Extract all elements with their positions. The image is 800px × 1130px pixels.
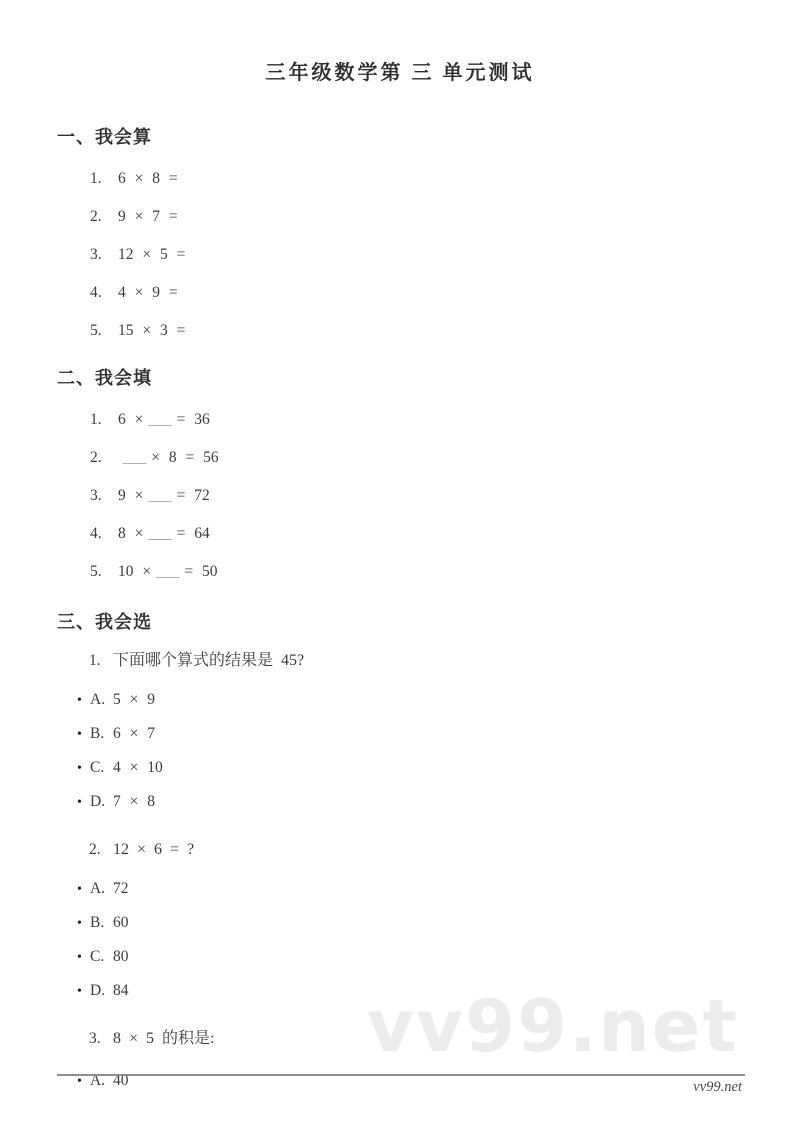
item-number: 3. (90, 246, 102, 263)
option-letter: C. (90, 948, 105, 965)
option-letter: A. (90, 691, 106, 708)
fill-blank: ___ (148, 525, 172, 542)
question-number: 3. (89, 1030, 101, 1047)
calc-expression: 12 × 5 = (118, 246, 186, 263)
fill-item (90, 412, 800, 428)
choice-option (77, 794, 800, 811)
option-text: 4 × 10 (113, 759, 163, 776)
option-text: 60 (113, 914, 129, 931)
calc-expression: 9 × 7 = (118, 208, 178, 225)
fill-item (90, 526, 800, 542)
fill-pre: 6 × (118, 411, 144, 428)
choice-question (89, 1030, 800, 1047)
option-text: 40 (113, 1072, 129, 1089)
choice-option (77, 983, 800, 1000)
fill-blank: ___ (123, 449, 147, 466)
page-title: 三年级数学第 三 单元测试 (265, 62, 535, 84)
option-text: 6 × 7 (113, 725, 155, 742)
choice-option (77, 760, 800, 777)
fill-expression (118, 563, 218, 580)
fill-pre: 10 × (118, 563, 152, 580)
fill-post: = 50 (184, 563, 218, 580)
option-text: 84 (113, 982, 129, 999)
question-text: 8 × 5 的积是: (113, 1030, 215, 1047)
option-letter: A. (90, 1072, 106, 1089)
fill-expression (118, 411, 210, 428)
question-text: 12 × 6 = ? (113, 841, 195, 858)
option-letter: A. (90, 880, 106, 897)
fill-item (90, 564, 800, 580)
fill-post: = 72 (176, 487, 210, 504)
fill-expression (118, 525, 210, 542)
fill-post: × 8 = 56 (151, 449, 219, 466)
item-number: 1. (90, 170, 102, 187)
fill-post: = 64 (176, 525, 210, 542)
item-number: 4. (90, 284, 102, 301)
question-number: 2. (89, 841, 101, 858)
item-number: 5. (90, 563, 102, 580)
choice-option (77, 915, 800, 932)
bullet-icon: • (77, 950, 82, 965)
option-letter: C. (90, 759, 105, 776)
calc-item (90, 171, 800, 187)
watermark: vv99.net (367, 984, 739, 1068)
option-letter: D. (90, 982, 106, 999)
calc-item (90, 209, 800, 225)
choice-option (77, 949, 800, 966)
section-fill-heading: 二、我会填 (57, 368, 152, 388)
bullet-icon: • (77, 882, 82, 897)
calc-item (90, 323, 800, 339)
question-number: 1. (89, 652, 101, 669)
item-number: 1. (90, 411, 102, 428)
question-text: 下面哪个算式的结果是 45? (113, 652, 305, 669)
calc-item (90, 285, 800, 301)
fill-expression (118, 487, 210, 504)
section-calc-heading: 一、我会算 (57, 127, 152, 147)
bullet-icon: • (77, 727, 82, 742)
calc-expression: 6 × 8 = (118, 170, 178, 187)
option-text: 7 × 8 (113, 793, 155, 810)
bullet-icon: • (77, 916, 82, 931)
fill-item (90, 488, 800, 504)
choice-question (89, 841, 800, 858)
bullet-icon: • (77, 693, 82, 708)
fill-expression (118, 449, 219, 466)
option-letter: D. (90, 793, 106, 810)
choice-option (77, 726, 800, 743)
option-letter: B. (90, 914, 105, 931)
fill-blank: ___ (148, 487, 172, 504)
option-text: 72 (113, 880, 129, 897)
fill-item (90, 450, 800, 466)
fill-post: = 36 (176, 411, 210, 428)
choice-question (89, 652, 800, 669)
bullet-icon: • (77, 984, 82, 999)
choice-option (77, 692, 800, 709)
fill-blank: ___ (156, 563, 180, 580)
bullet-icon: • (77, 1074, 82, 1089)
footer-site-label: vv99.net (693, 1079, 742, 1095)
option-letter: B. (90, 725, 105, 742)
section-choice-heading: 三、我会选 (57, 612, 152, 632)
option-text: 5 × 9 (113, 691, 155, 708)
calc-item (90, 247, 800, 263)
item-number: 2. (90, 449, 102, 466)
item-number: 5. (90, 322, 102, 339)
item-number: 2. (90, 208, 102, 225)
choice-option (77, 881, 800, 898)
item-number: 4. (90, 525, 102, 542)
option-text: 80 (113, 948, 129, 965)
fill-pre: 8 × (118, 525, 144, 542)
calc-expression: 15 × 3 = (118, 322, 186, 339)
fill-pre: 9 × (118, 487, 144, 504)
item-number: 3. (90, 487, 102, 504)
footer-divider (57, 1074, 745, 1076)
bullet-icon: • (77, 761, 82, 776)
fill-blank: ___ (148, 411, 172, 428)
bullet-icon: • (77, 795, 82, 810)
calc-expression: 4 × 9 = (118, 284, 178, 301)
